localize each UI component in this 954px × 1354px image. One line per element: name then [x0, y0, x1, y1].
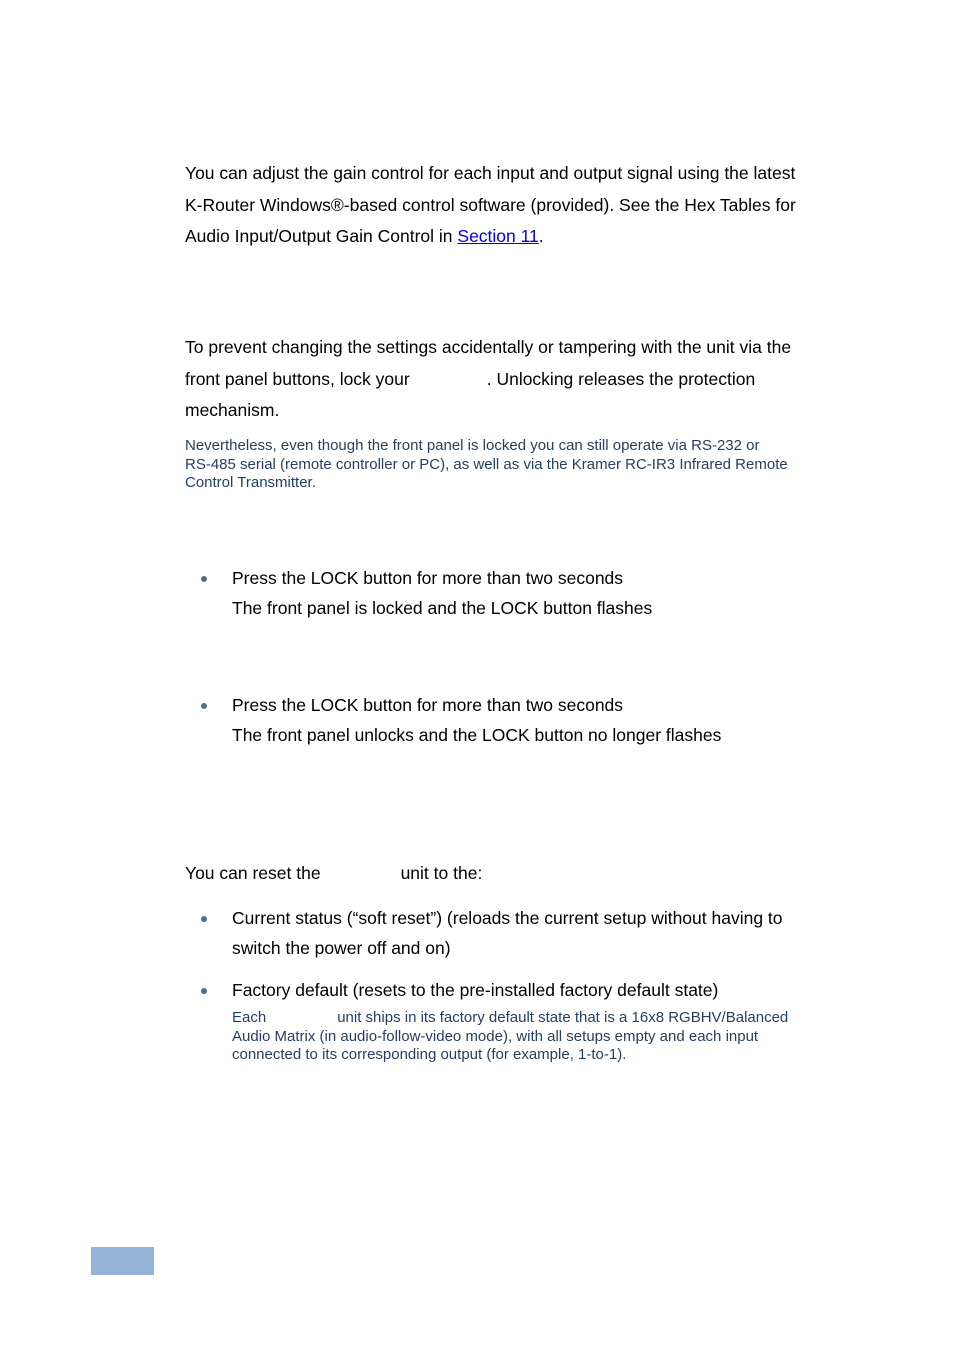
lock-line-2-part-1: front panel buttons, lock your	[185, 368, 410, 389]
lock-line-3: mechanism.	[185, 400, 280, 420]
factory-note-part-2: unit ships in its factory default state that is a 16x8 RGBHV/Balanced	[337, 1009, 789, 1026]
factory-note-line-2: Audio Matrix (in audio-follow-video mode), with all setups empty and each input	[232, 1027, 759, 1045]
lock-step-text: Press the LOCK button for more than two seconds	[232, 568, 624, 588]
lock-line-2-part-2: . Unlocking releases the protection	[486, 368, 756, 389]
lock-step-result: The front panel is locked and the LOCK button flashes	[232, 598, 653, 618]
factory-note-line-3: connected to its corresponding output (for example, 1-to-1).	[232, 1046, 627, 1063]
unlock-step-result: The front panel unlocks and the LOCK button no longer flashes	[232, 725, 722, 745]
page-number-tab	[91, 1247, 154, 1275]
lock-note	[185, 437, 835, 493]
factory-default-text: Factory default (resets to the pre-installed factory default state)	[232, 980, 719, 1000]
bullet-icon	[201, 988, 207, 994]
lock-paragraph	[185, 332, 835, 427]
reset-intro-part-1: You can reset the	[185, 863, 321, 883]
lock-line-1: To prevent changing the settings accidentally or tampering with the unit via the	[185, 337, 792, 357]
bullet-icon	[201, 576, 207, 582]
lock-note-line-3: Control Transmitter.	[185, 474, 316, 491]
unlock-step-text: Press the LOCK button for more than two seconds	[232, 695, 624, 715]
reset-intro-line	[185, 858, 835, 890]
factory-default-note	[232, 1009, 832, 1065]
gain-line-3-text: Audio Input/Output Gain Control in	[185, 226, 458, 246]
lock-note-line-1: Nevertheless, even though the front panel is locked you can still operate via RS-232 or	[185, 437, 760, 454]
gain-paragraph	[185, 158, 835, 253]
gain-line-2: K-Router Windows®-based control software (provided). See the Hex Tables for	[185, 194, 796, 215]
reset-intro	[185, 858, 835, 890]
factory-note-part-1: Each	[232, 1009, 267, 1026]
gain-line-3-period: .	[538, 226, 544, 246]
gain-line-1: You can adjust the gain control for each input and output signal using the latest	[185, 163, 796, 183]
factory-note-line-1	[232, 1009, 832, 1028]
reset-intro-part-2: unit to the:	[400, 863, 483, 883]
gain-line-3	[185, 221, 835, 253]
soft-reset-line-1: Current status (“soft reset”) (reloads the current setup without having to	[232, 908, 783, 928]
soft-reset-line-2: switch the power off and on)	[232, 938, 451, 958]
bullet-icon	[201, 703, 207, 709]
bullet-icon	[201, 916, 207, 922]
section-11-link[interactable]: Section 11	[457, 226, 539, 246]
lock-note-line-2: RS-485 serial (remote controller or PC), as well as via the Kramer RC-IR3 Infrared Remote	[185, 455, 788, 473]
lock-line-2	[185, 364, 835, 396]
